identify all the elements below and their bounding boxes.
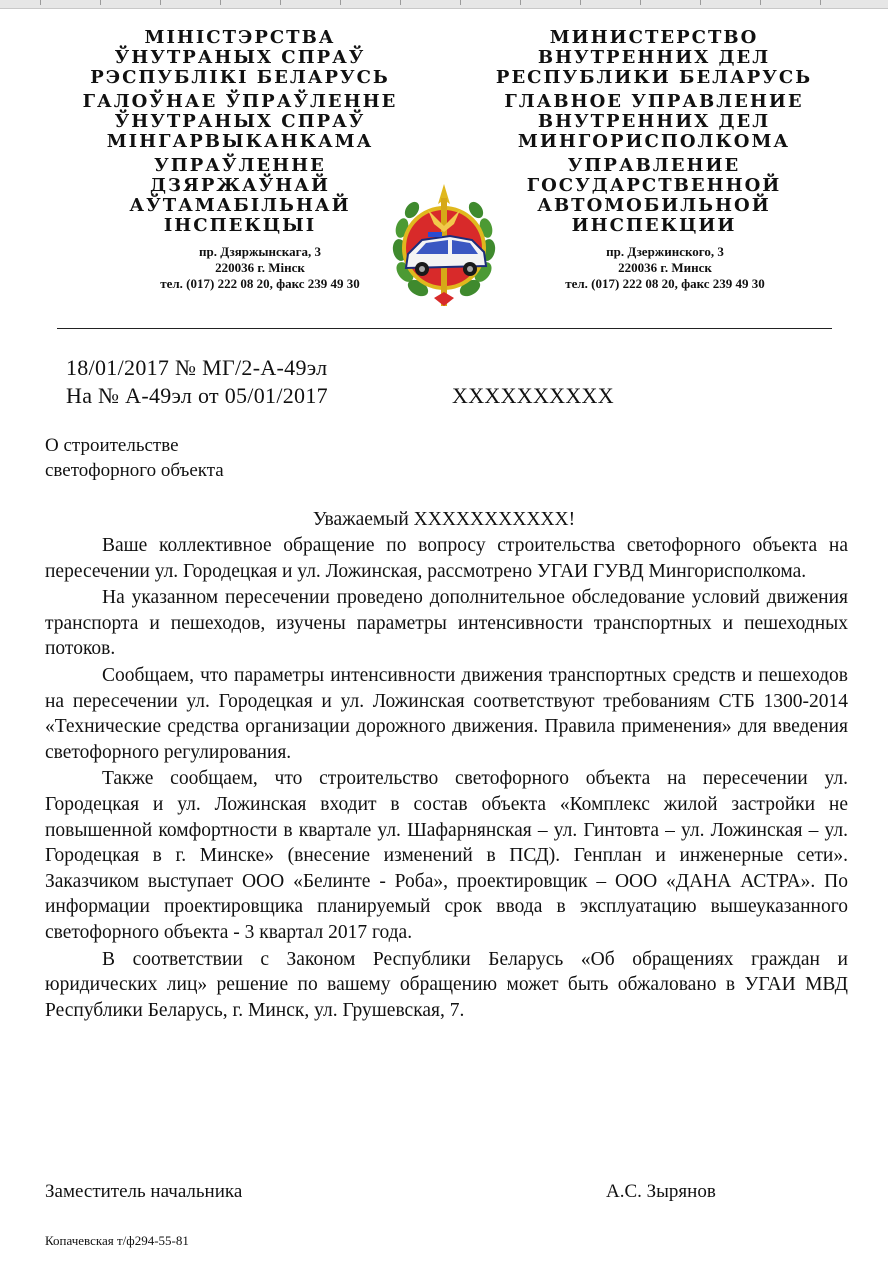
executor-contact: Копачевская т/ф294-55-81 (45, 1233, 189, 1248)
letter-body (45, 533, 848, 1024)
paragraph: В соответствии с Законом Республики Беларусь «Об обращениях граждан и юридических лиц» решение по вашему обращению может быть обжаловано в УГАИ МВД Республики Беларусь, г. Минск, ул. Грушевская, 7. (45, 948, 848, 1021)
signatory-name: А.С. Зырянов (606, 1181, 716, 1202)
police-car-emblem-icon (388, 180, 500, 310)
paragraph: Ваше коллективное обращение по вопросу строительства светофорного объекта на пересечении ул. Городецкая и ул. Ложинская, рассмотрено УГАИ ГУВД Мингорисполкома. (45, 535, 848, 582)
paragraph: Сообщаем, что параметры интенсивности движения транспортных средств и пешеходов на пересечении ул. Городецкая и ул. Ложинская соответствуют требованиям СТБ 1300-2014 «Технические средства организации дорожного движения. Правила применения» для введения светофорного регулирования. (45, 664, 848, 763)
address-by: пр. Дзяржынскага, 3 220036 г. Мінск тел. (017) 222 08 20, факс 239 49 30 (160, 244, 360, 291)
ministry-ru: МИНИСТЕРСТВО ВНУТРЕННИХ ДЕЛ РЕСПУБЛИКИ БЕЛАРУСЬ (495, 27, 813, 88)
inspectorate-ru: УПРАВЛЕНИЕ ГОСУДАРСТВЕННОЙ АВТОМОБИЛЬНОЙ ИНСПЕКЦИИ (526, 155, 782, 236)
paragraph: Также сообщаем, что строительство светофорного объекта на пересечении ул. Городецкая и ул. Ложинская входит в состав объекта «Комплекс жилой застройки не повышенной комфортности в квартале ул. Шафарнянская – ул. Гинтовта – ул. Ложинская – ул. Городецкая в г. Минске» (внесение изменений в ПСД). Генплан и инженерные сети». Заказчиком выступает ООО «Белинте - Роба», проектировщик – ООО «ДАНА АСТРА». По информации проектировщика планируемый срок ввода в эксплуатацию вышеуказанного светофорного объекта - 3 квартал 2017 года. (45, 768, 848, 943)
paragraph: На указанном пересечении проведено дополнительное обследование условий движения транспорта и пешеходов, изучены параметры интенсивности транспортных и пешеходных потоков. (45, 587, 848, 660)
main-dept-by: ГАЛОЎНАЕ ЎПРАЎЛЕННЕ ЎНУТРАНЫХ СПРАЎ МІНГАРВЫКАНКАМА (82, 91, 398, 152)
ruler-bar (0, 0, 888, 9)
main-dept-ru: ГЛАВНОЕ УПРАВЛЕНИЕ ВНУТРЕННИХ ДЕЛ МИНГОРИСПОЛКОМА (504, 91, 804, 152)
address-ru: пр. Дзержинского, 3 220036 г. Минск тел. (017) 222 08 20, факс 239 49 30 (565, 244, 765, 291)
outgoing-reg-number: 18/01/2017 № МГ/2-А-49эл (66, 355, 328, 380)
signatory-position: Заместитель начальника (45, 1181, 243, 1202)
header-russian (495, 28, 813, 292)
subject-line: О строительстве светофорного объекта (45, 435, 224, 481)
inspectorate-by: УПРАЎЛЕННЕ ДЗЯРЖАЎНАЙ АЎТАМАБІЛЬНАЙ ІНСПЕКЦЫІ (129, 155, 351, 236)
header-belarusian (80, 28, 400, 292)
salutation: Уважаемый XXXXXXXXXXX! (312, 509, 576, 530)
ministry-by: МІНІСТЭРСТВА ЎНУТРАНЫХ СПРАЎ РЭСПУБЛІКІ БЕЛАРУСЬ (90, 27, 390, 88)
incoming-reg-number: На № А-49эл от 05/01/2017 (66, 383, 328, 408)
recipient: XXXXXXXXXX (452, 383, 614, 408)
header-divider (57, 328, 832, 329)
